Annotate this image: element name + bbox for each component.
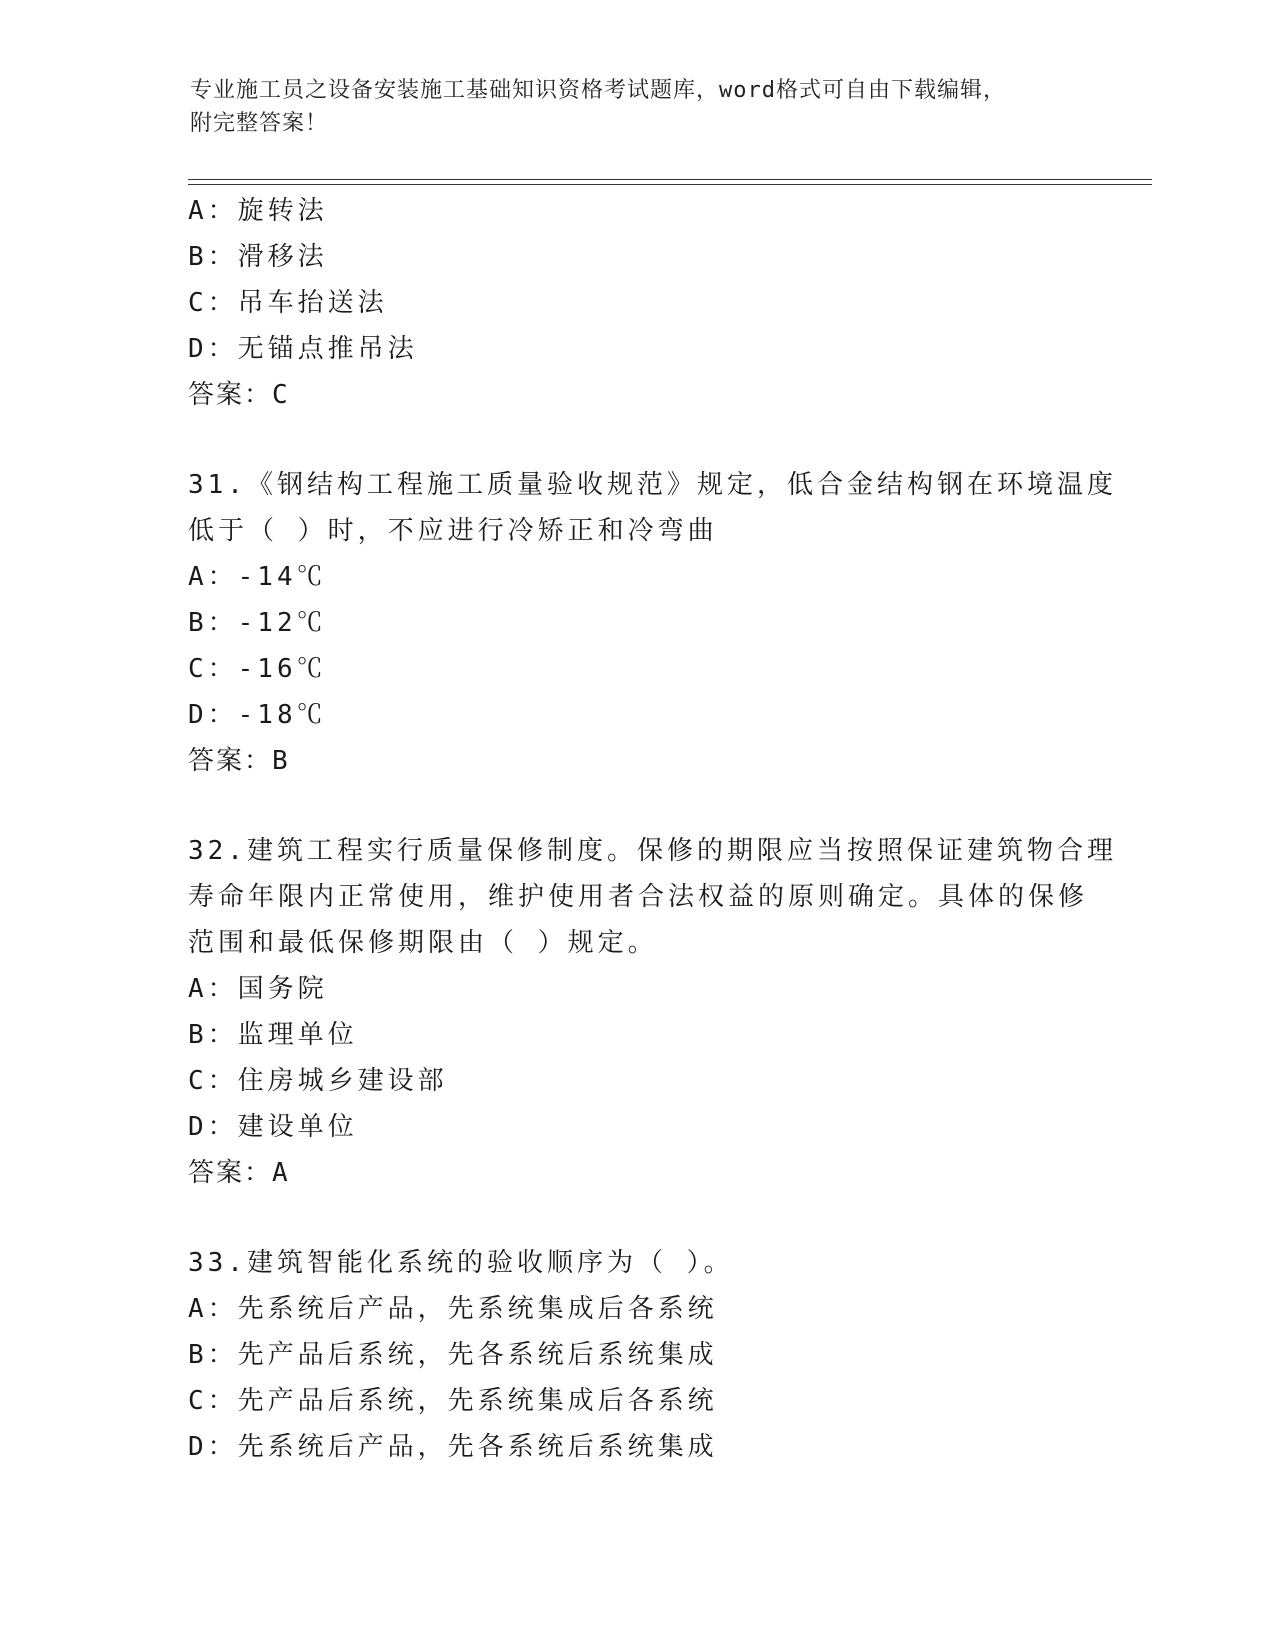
option-d: D：-18℃ xyxy=(188,700,327,730)
option-b: B：先产品后系统，先各系统后系统集成 xyxy=(188,1340,718,1370)
answer: 答案：B xyxy=(188,746,290,776)
header-line-1: 专业施工员之设备安装施工基础知识资格考试题库，word格式可自由下载编辑， xyxy=(190,78,1006,103)
option-a: A：先系统后产品，先系统集成后各系统 xyxy=(188,1294,718,1324)
option-a: A：旋转法 xyxy=(188,196,328,226)
option-c: C：吊车抬送法 xyxy=(188,288,388,318)
question-text: 32.建筑工程实行质量保修制度。保修的期限应当按照保证建筑物合理 xyxy=(188,836,1117,866)
option-b: B：滑移法 xyxy=(188,242,328,272)
header-line-2: 附完整答案！ xyxy=(190,111,329,136)
question-33 xyxy=(188,1240,1088,1470)
option-c: C：住房城乡建设部 xyxy=(188,1066,448,1096)
option-b: B：-12℃ xyxy=(188,608,327,638)
header-rule-top xyxy=(188,179,1152,180)
option-d: D：无锚点推吊法 xyxy=(188,334,418,364)
option-d: D：建设单位 xyxy=(188,1112,358,1142)
option-c: C：先产品后系统，先系统集成后各系统 xyxy=(188,1386,718,1416)
option-c: C：-16℃ xyxy=(188,654,327,684)
answer: 答案：A xyxy=(188,1158,290,1188)
question-32 xyxy=(188,828,1117,1196)
question-text: 低于（ ）时，不应进行冷矫正和冷弯曲 xyxy=(188,516,718,546)
question-text: 31.《钢结构工程施工质量验收规范》规定，低合金结构钢在环境温度 xyxy=(188,470,1117,500)
question-30-continued xyxy=(188,188,1088,418)
question-text: 范围和最低保修期限由（ ）规定。 xyxy=(188,928,658,958)
option-a: A：-14℃ xyxy=(188,562,327,592)
option-a: A：国务院 xyxy=(188,974,328,1004)
document-header xyxy=(190,74,1090,140)
question-text: 寿命年限内正常使用，维护使用者合法权益的原则确定。具体的保修 xyxy=(188,882,1089,912)
option-d: D：先系统后产品，先各系统后系统集成 xyxy=(188,1432,718,1462)
option-b: B：监理单位 xyxy=(188,1020,358,1050)
question-text: 33.建筑智能化系统的验收顺序为（ ）。 xyxy=(188,1248,734,1278)
document-body xyxy=(188,188,1117,1470)
answer: 答案：C xyxy=(188,380,290,410)
question-31 xyxy=(188,462,1117,784)
header-rule-bottom xyxy=(188,184,1152,185)
